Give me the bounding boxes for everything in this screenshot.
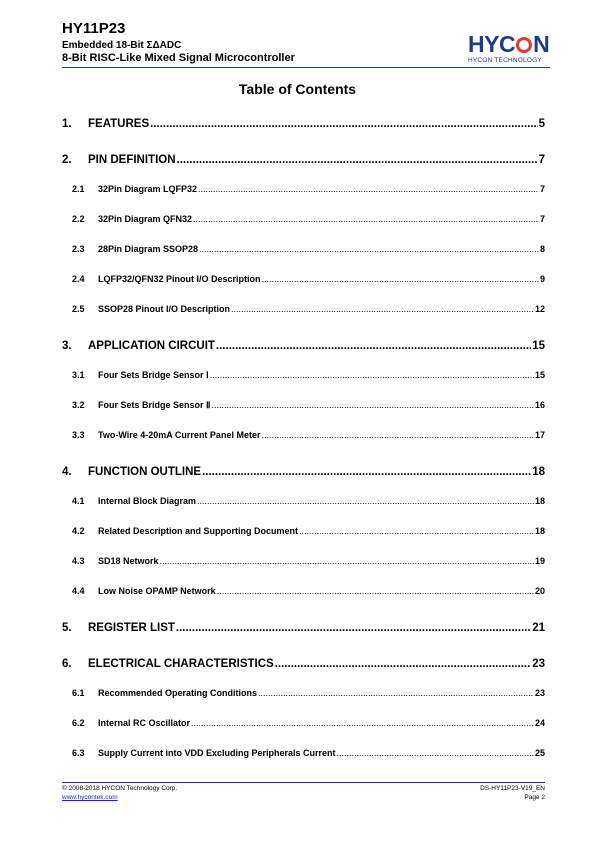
toc-leader-dots — [197, 496, 534, 506]
toc-entry-page: 7 — [539, 214, 545, 224]
toc-entry[interactable] — [62, 496, 545, 506]
toc-entry[interactable] — [62, 370, 545, 381]
toc-entry[interactable] — [62, 184, 545, 194]
toc-entry-page: 9 — [539, 274, 545, 284]
toc-entry-number: 4.2 — [72, 526, 85, 536]
toc-title: Table of Contents — [238, 81, 357, 97]
toc-entry-number: 4.1 — [72, 496, 85, 506]
toc-entry-title: Four Sets Bridge Sensor Ⅰ — [98, 370, 209, 380]
toc-entry[interactable] — [62, 304, 545, 314]
toc-entry[interactable] — [62, 526, 545, 536]
toc-entry-title: 28Pin Diagram SSOP28 — [98, 244, 199, 254]
toc-leader-dots — [216, 340, 531, 352]
toc-entry[interactable] — [62, 586, 545, 596]
toc-entry-title: APPLICATION CIRCUIT — [88, 340, 215, 352]
toc-leader-dots — [275, 658, 531, 670]
toc-entry-page: 24 — [534, 718, 545, 728]
toc-entry[interactable] — [62, 274, 545, 284]
toc-entry[interactable] — [62, 154, 545, 166]
toc-entry[interactable] — [62, 718, 545, 728]
toc-entry-page: 18 — [534, 496, 545, 506]
hycon-logo — [468, 32, 551, 66]
footer-website-link[interactable]: www.hycontek.com — [62, 794, 118, 801]
toc-entry-number: 2.5 — [72, 304, 85, 314]
toc-entry[interactable] — [62, 466, 545, 478]
toc-leader-dots — [258, 688, 534, 698]
toc-entry-number: 4.3 — [72, 556, 85, 566]
toc-leader-dots — [262, 274, 539, 284]
toc-entry[interactable] — [62, 340, 545, 352]
toc-entry-number: 6.2 — [72, 718, 85, 728]
toc-entry-title: Supply Current into VDD Excluding Peripherals Current — [98, 748, 336, 758]
toc-entry-page: 25 — [534, 748, 545, 758]
toc-leader-dots — [160, 556, 534, 566]
toc-entry-page: 16 — [534, 400, 545, 410]
toc-entry-number: 2.1 — [72, 184, 85, 194]
toc-entry-page: 18 — [534, 526, 545, 536]
toc-entry-number: 6.1 — [72, 688, 85, 698]
footer-doc-id: DS-HY11P23-V19_EN — [480, 785, 545, 792]
toc-entry-title: PIN DEFINITION — [88, 154, 176, 166]
toc-entry-page: 15 — [532, 340, 545, 352]
toc-entry-title: 32Pin Diagram LQFP32 — [98, 184, 198, 194]
document-description: 8-Bit RISC-Like Mixed Signal Microcontroller — [62, 52, 295, 64]
toc-entry-page: 17 — [534, 430, 545, 440]
document-title: HY11P23 — [62, 20, 126, 37]
toc-entry-number: 3. — [62, 340, 72, 352]
toc-entry-page: 19 — [534, 556, 545, 566]
toc-entry-number: 2.2 — [72, 214, 85, 224]
toc-entry-title: REGISTER LIST — [88, 622, 175, 634]
toc-entry[interactable] — [62, 244, 545, 254]
header-rule — [62, 67, 550, 68]
toc-entry-number: 5. — [62, 622, 72, 634]
logo-tagline: HYCON TECHNOLOGY — [468, 57, 542, 64]
toc-entry-title: Two-Wire 4-20mA Current Panel Meter — [98, 430, 261, 440]
toc-entry[interactable] — [62, 556, 545, 566]
toc-entry-number: 2.4 — [72, 274, 85, 284]
toc-entry-title: 32Pin Diagram QFN32 — [98, 214, 193, 224]
toc-entry-number: 4. — [62, 466, 72, 478]
logo-wordmark: HYC N — [468, 31, 550, 57]
toc-entry[interactable] — [62, 622, 545, 634]
toc-entry-number: 4.4 — [72, 586, 85, 596]
toc-entry-title: Internal Block Diagram — [98, 496, 197, 506]
toc-leader-dots — [211, 400, 534, 410]
toc-entry-title: LQFP32/QFN32 Pinout I/O Description — [98, 274, 261, 284]
toc-entry-number: 2.3 — [72, 244, 85, 254]
toc-leader-dots — [193, 214, 539, 224]
toc-entry-title: Low Noise OPAMP Network — [98, 586, 216, 596]
toc-entry-number: 6.3 — [72, 748, 85, 758]
toc-entry[interactable] — [62, 214, 545, 224]
footer-page-number: Page 2 — [524, 794, 545, 801]
toc-entry[interactable] — [62, 118, 545, 130]
toc-entry-page: 15 — [534, 370, 545, 380]
footer-rule — [62, 782, 545, 783]
toc-entry-page: 21 — [532, 622, 545, 634]
toc-entry[interactable] — [62, 430, 545, 440]
toc-entry[interactable] — [62, 688, 545, 698]
toc-leader-dots — [198, 184, 539, 194]
toc-entry-title: SD18 Network — [98, 556, 159, 566]
toc-entry-number: 3.1 — [72, 370, 85, 380]
toc-entry-page: 7 — [539, 184, 545, 194]
toc-entry-page: 23 — [534, 688, 545, 698]
toc-entry-page: 7 — [538, 154, 545, 166]
toc-leader-dots — [299, 526, 534, 536]
toc-entry-page: 5 — [538, 118, 545, 130]
toc-entry-title: Internal RC Oscillator — [98, 718, 191, 728]
toc-entry-title: Four Sets Bridge Sensor Ⅱ — [98, 400, 211, 410]
toc-leader-dots — [202, 466, 531, 478]
toc-entry-number: 3.3 — [72, 430, 85, 440]
toc-entry[interactable] — [62, 748, 545, 758]
toc-entry-page: 23 — [532, 658, 545, 670]
toc-leader-dots — [337, 748, 534, 758]
toc-entry-title: FUNCTION OUTLINE — [88, 466, 202, 478]
toc-leader-dots — [217, 586, 534, 596]
toc-leader-dots — [191, 718, 534, 728]
toc-entry-number: 2. — [62, 154, 72, 166]
toc-entry[interactable] — [62, 400, 545, 411]
document-subtitle: Embedded 18-Bit ΣΔADC — [62, 40, 182, 51]
toc-leader-dots — [176, 622, 531, 634]
toc-entry-page: 8 — [539, 244, 545, 254]
footer-copyright: © 2008-2018 HYCON Technology Corp. — [62, 785, 178, 792]
toc-leader-dots — [261, 430, 534, 440]
toc-leader-dots — [177, 154, 538, 166]
toc-leader-dots — [231, 304, 534, 314]
toc-entry-page: 12 — [534, 304, 545, 314]
toc-entry-number: 1. — [62, 118, 72, 130]
toc-entry-title: Recommended Operating Conditions — [98, 688, 258, 698]
toc-entry-title: ELECTRICAL CHARACTERISTICS — [88, 658, 274, 670]
toc-entry-page: 20 — [534, 586, 545, 596]
toc-leader-dots — [199, 244, 539, 254]
toc-entry-page: 18 — [532, 466, 545, 478]
toc-entry[interactable] — [62, 658, 545, 670]
toc-leader-dots — [150, 118, 537, 130]
toc-entry-title: Related Description and Supporting Document — [98, 526, 299, 536]
toc-entry-number: 3.2 — [72, 400, 85, 410]
toc-entry-number: 6. — [62, 658, 72, 670]
toc-entry-title: SSOP28 Pinout I/O Description — [98, 304, 231, 314]
toc-leader-dots — [210, 370, 534, 380]
toc-entry-title: FEATURES — [88, 118, 150, 130]
